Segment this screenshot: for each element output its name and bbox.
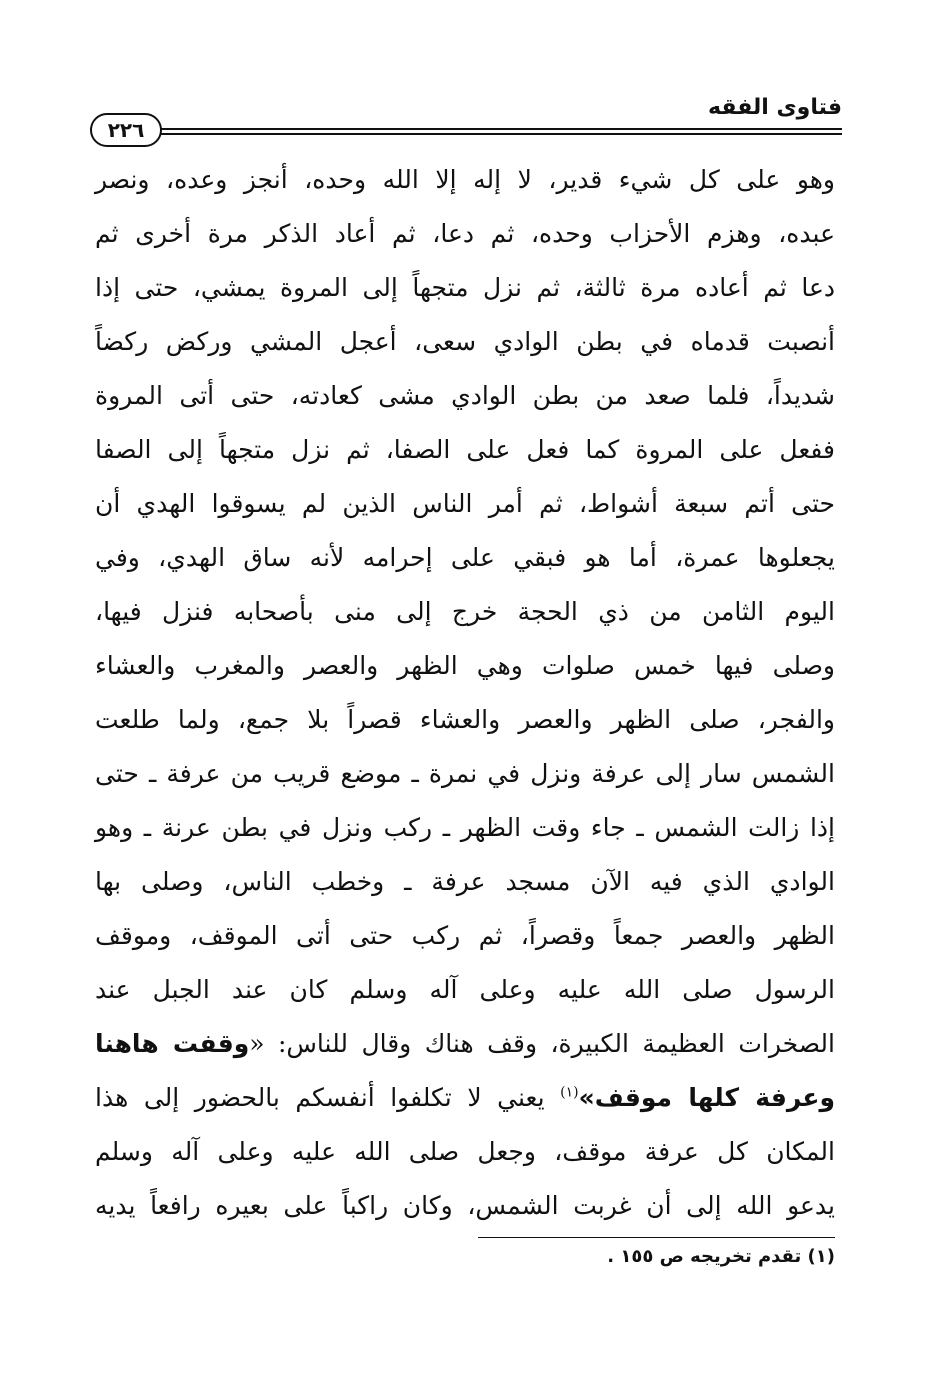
text-line: شديداً، فلما صعد من بطن الوادي مشى كعادته، حتى أتى المروة — [95, 381, 835, 410]
page-number-frame — [90, 113, 162, 147]
footnote-ref[interactable]: (١) — [560, 1084, 579, 1101]
text-line: أنصبت قدماه في بطن الوادي سعى، أعجل المشي وركض ركضاً — [95, 327, 835, 356]
text-segment: الصخرات العظيمة الكبيرة، وقف هناك وقال للناس: « — [249, 1029, 835, 1058]
page-number: ٢٢٦ — [107, 118, 145, 142]
text-line: والفجر، صلى الظهر والعصر والعشاء قصراً بلا جمع، ولما طلعت — [95, 705, 835, 734]
header-rule — [160, 128, 842, 130]
text-line: ففعل على المروة كما فعل على الصفا، ثم نزل متجهاً إلى الصفا — [95, 435, 835, 464]
text-line: المكان كل عرفة موقف، وجعل صلى الله عليه وعلى آله وسلم — [95, 1137, 835, 1166]
text-line: إذا زالت الشمس ـ جاء وقت الظهر ـ ركب ونزل في بطن عرنة ـ وهو — [95, 813, 835, 842]
page-header — [90, 95, 842, 140]
header-rule — [160, 133, 842, 135]
text-line: حتى أتم سبعة أشواط، ثم أمر الناس الذين لم يسوقوا الهدي أن — [95, 489, 835, 518]
text-line: الشمس سار إلى عرفة ونزل في نمرة ـ موضع قريب من عرفة ـ حتى — [95, 759, 835, 788]
text-line: الرسول صلى الله عليه وعلى آله وسلم كان عند الجبل عند — [95, 975, 835, 1004]
text-line: وهو على كل شيء قدير، لا إله إلا الله وحده، أنجز وعده، ونصر — [95, 165, 835, 194]
text-line: دعا ثم أعاده مرة ثالثة، ثم نزل متجهاً إلى المروة يمشي، حتى إذا — [95, 273, 835, 302]
quote-bold: وقفت هاهنا — [95, 1029, 250, 1058]
book-title: فتاوى الفقه — [708, 95, 842, 120]
text-line: اليوم الثامن من ذي الحجة خرج إلى منى بأصحابه فنزل فيها، — [95, 597, 835, 626]
footnote-rule — [478, 1237, 835, 1238]
text-line — [95, 1071, 835, 1125]
footnote: (١) تقدم تخريجه ص ١٥٥ . — [607, 1246, 835, 1267]
text-line — [95, 1017, 835, 1071]
text-line: وصلى فيها خمس صلوات وهي الظهر والعصر والمغرب والعشاء — [95, 651, 835, 680]
quote-bold: وعرفة كلها موقف» — [578, 1083, 836, 1112]
text-line: يدعو الله إلى أن غربت الشمس، وكان راكباً على بعيره رافعاً يديه — [95, 1191, 835, 1220]
body-text — [95, 153, 835, 1233]
text-line: الظهر والعصر جمعاً وقصراً، ثم ركب حتى أتى الموقف، وموقف — [95, 921, 835, 950]
text-segment: يعني لا تكلفوا أنفسكم بالحضور إلى هذا — [95, 1083, 561, 1112]
text-line: يجعلوها عمرة، أما هو فبقي على إحرامه لأنه ساق الهدي، وفي — [95, 543, 835, 572]
text-line: الوادي الذي فيه الآن مسجد عرفة ـ وخطب الناس، وصلى بها — [95, 867, 835, 896]
text-line: عبده، وهزم الأحزاب وحده، ثم دعا، ثم أعاد الذكر مرة أخرى ثم — [95, 219, 835, 248]
